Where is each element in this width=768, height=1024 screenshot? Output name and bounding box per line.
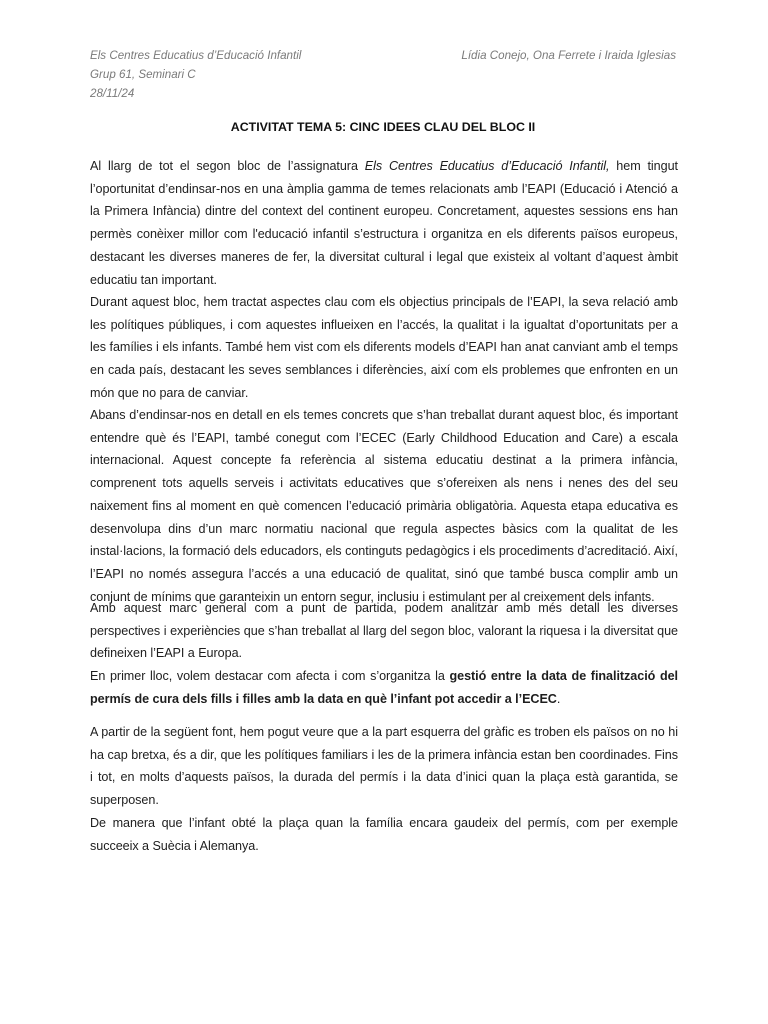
paragraph-4: Amb aquest marc general com a punt de partida, podem analitzar amb més detall les diverses perspectives i experiències que s’han treballat al llarg del segon bloc, valorant la riquesa i la diversitat que defineixen l’EAPI a Europa. <box>90 601 678 661</box>
paragraph-1 <box>90 155 678 291</box>
authors: Lídia Conejo, Ona Ferrete i Iraida Iglesias <box>461 49 676 62</box>
course-title-italic: Els Centres Educatius d’Educació Infantil, <box>364 159 610 173</box>
paragraph-5-text-end: . <box>556 691 561 706</box>
paragraph-7: De manera que l’infant obté la plaça quan la família encara gaudeix del permís, com per exemple succeeix a Suècia i Alemanya. <box>90 816 678 853</box>
group-info: Grup 61, Seminari C <box>90 68 196 81</box>
paragraph-1-text-end: hem tingut l’oportunitat d’endinsar-nos en una àmplia gamma de temes relacionats amb l’EAPI (Educació i Atenció a la Primera Infància) dintre del context del continent europeu. Concretament, aquestes sessions ens han permès conèixer millor com l'educació infantil s’estructura i organitza en els diferents països europeus, destacant les diverses maneres de fer, la diversitat cultural i legal que existeix al voltant d’aquest àmbit educatiu tan important. <box>90 159 678 287</box>
paragraph-5-text-start: En primer lloc, volem destacar com afecta i com s’organitza la <box>90 669 450 683</box>
paragraph-2: Durant aquest bloc, hem tractat aspectes clau com els objectius principals de l’EAPI, la seva relació amb les polítiques públiques, i com aquestes influeixen en l’accés, la qualitat i la igualtat d’oportunitats per a les famílies i els infants. També hem vist com els diferents models d’EAPI han anat canviant amb el temps en cada país, destacant les seves semblances i diferències, així com els problemes que enfronten en un món que no para de canviar. <box>90 295 678 400</box>
paragraph-3: Abans d’endinsar-nos en detall en els temes concrets que s’han treballat durant aquest bloc, és important entendre què és l’EAPI, també conegut com l’ECEC (Early Childhood Education and Care) a escala internacional. Aquest concepte fa referència al sistema educatiu destinat a la primera infància, comprenent tots aquells serveis i activitats educatives que s’ofereixen als nens i nenes des del seu naixement fins al moment en què comencen l’educació primària obligatòria. Aquesta etapa educativa es desenvolupa dins d’un marc normatiu nacional que regula aspectes bàsics com la qualitat de les instal·lacions, la formació dels educadors, els continguts pedagògics i els procediments d’acreditació. Així, l’EAPI no només assegura l’accés a una educació de qualitat, sinó que també busca complir amb un conjunt de mínims que garanteixin un entorn segur, inclusiu i estimulant per al creixement dels infants. <box>90 408 678 604</box>
page-header <box>90 46 676 103</box>
document-title: ACTIVITAT TEMA 5: CINC IDEES CLAU DEL BLOC II <box>230 120 536 134</box>
key-idea-bold: gestió entre la data de finalització del permís de cura dels fills i filles amb la data en què l’infant pot accedir a l’ECEC <box>90 669 678 706</box>
course-name: Els Centres Educatius d’Educació Infantil <box>90 49 302 62</box>
paragraph-1-text-start: Al llarg de tot el segon bloc de l’assignatura <box>90 159 365 173</box>
paragraph-5 <box>90 665 678 710</box>
paragraph-6: A partir de la següent font, hem pogut veure que a la part esquerra del gràfic es troben els països on no hi ha cap bretxa, és a dir, que les polítiques familiars i les de la primera infància estan ben coordinades. Fins i tot, en molts d’aquests països, la durada del permís i la data d’inici quan la plaça està garantida, se superposen. <box>90 725 678 808</box>
date: 28/11/24 <box>90 87 135 100</box>
